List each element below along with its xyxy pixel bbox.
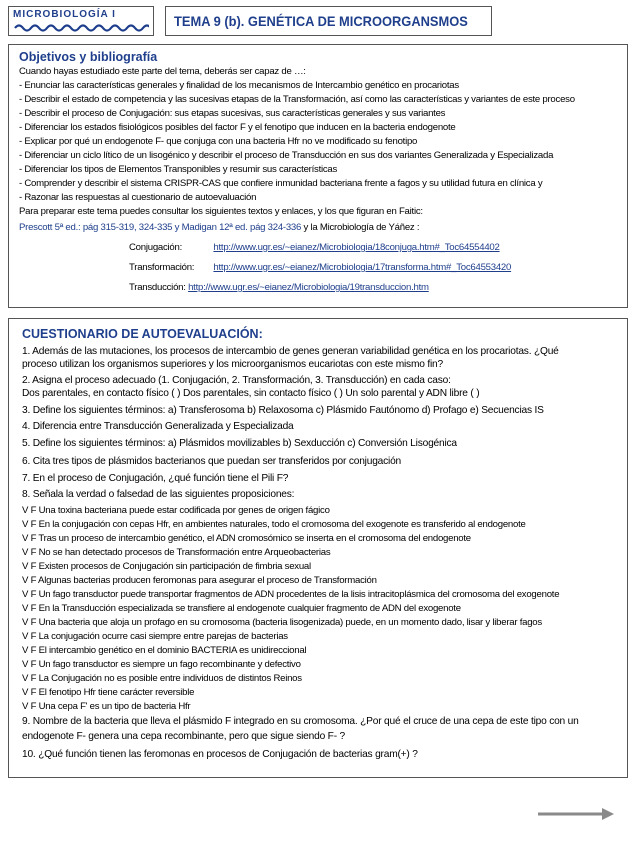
logo-bacteria-strip [13, 23, 149, 33]
question-line: 10. ¿Qué función tienen las feromonas en procesos de Conjugación de bacterias gram(+) ? [22, 749, 418, 760]
objective-item: - Razonar las respuestas al cuestionario de autoevaluación [19, 192, 257, 203]
question-line: 5. Define los siguientes términos: a) Plásmidos movilizables b) Sexducción c) Conversión Lisogénica [22, 438, 457, 449]
true-false-item: V F Un fago transductor es siempre un fago recombinante y defectivo [22, 659, 301, 670]
question-line: endogenote F- genera una cepa recombinante, pero que sigue siendo F- ? [22, 731, 345, 742]
questionnaire-panel [8, 318, 628, 778]
question-line: 6. Cita tres tipos de plásmidos bacterianos que puedan ser transferidos por conjugación [22, 456, 402, 467]
link-transduccion[interactable]: http://www.ugr.es/~eianez/Microbiologia/19transduccion.htm [188, 282, 429, 293]
link-label: Transformación: [129, 262, 195, 273]
question-line: 3. Define los siguientes términos: a) Transferosoma b) Relaxosoma c) Plásmido Fautónomo d) Profago e) Secuencias IS [22, 405, 544, 416]
bibliography-tail: y la Microbiología de Yáñez : [301, 222, 420, 233]
objective-item: - Diferenciar un ciclo lítico de un lisogénico y describir el proceso de Transducción en sus dos variantes Generalizada y Especializada [19, 150, 554, 161]
objective-item: - Enunciar las características generales y finalidad de los mecanismos de Intercambio genético en procariotas [19, 80, 459, 91]
objective-item: - Diferenciar los estados fisiológicos posibles del factor F y el fenotipo que inducen en la bacteria endogenote [19, 122, 456, 133]
objective-item: - Comprender y describir el sistema CRISPR-CAS que confiere inmunidad bacteriana frente a fagos y su utilidad futura en clínica y [19, 178, 543, 189]
true-false-item: V F Tras un proceso de intercambio genético, el ADN cromosómico se inserta en el cromosoma del endogenote [22, 533, 471, 544]
question-line: 1. Además de las mutaciones, los procesos de intercambio de genes generan variabilidad genética en los procariotas. ¿Qué [22, 346, 559, 357]
link-transformacion[interactable]: http://www.ugr.es/~eianez/Microbiologia/17transforma.htm#_Toc64553420 [213, 262, 512, 273]
true-false-item: V F Existen procesos de Conjugación sin participación de fimbria sexual [22, 561, 311, 572]
true-false-item: V F En la Transducción especializada se transfiere al endogenote cualquier fragmento de ADN del exogenote [22, 603, 461, 614]
true-false-item: V F Un fago transductor puede transportar fragmentos de ADN procedentes de la lisis intracitoplásmica del cromosoma del exogenote [22, 589, 560, 600]
link-label: Transducción: [129, 282, 186, 293]
objective-item: - Describir el proceso de Conjugación: sus etapas sucesivas, sus características generales y sus variantes [19, 108, 446, 119]
bibliography-refs: Prescott 5ª ed.: pág 315-319, 324-335 y Madigan 12ª ed. pág 324-336 [19, 222, 302, 233]
question-line: 8. Señala la verdad o falsedad de las siguientes proposiciones: [22, 489, 295, 500]
title-box [165, 6, 492, 36]
true-false-item: V F No se han detectado procesos de Transformación entre Arqueobacterias [22, 547, 331, 558]
link-label: Conjugación: [129, 242, 183, 253]
logo [8, 6, 154, 36]
arrow-right-icon[interactable] [536, 806, 616, 822]
logo-text: MICROBIOLOGÍA I [13, 9, 116, 20]
link-conjugacion[interactable]: http://www.ugr.es/~eianez/Microbiologia/18conjuga.htm#_Toc64554402 [213, 242, 500, 253]
objective-item: - Diferenciar los tipos de Elementos Transponibles y resumir sus características [19, 164, 338, 175]
page-title: TEMA 9 (b). GENÉTICA DE MICROORGANSMOS [174, 13, 468, 29]
true-false-item: V F Algunas bacterias producen feromonas para asegurar el proceso de Transformación [22, 575, 377, 586]
objectives-intro: Cuando hayas estudiado este parte del tema, deberás ser capaz de …: [19, 66, 306, 77]
question-line: 9. Nombre de la bacteria que lleva el plásmido F integrado en su cromosoma. ¿Por qué el cruce de una cepa de este tipo con un [22, 716, 579, 727]
question-line: Dos parentales, en contacto físico ( ) Dos parentales, sin contacto físico ( ) Un solo parental y ADN libre ( ) [22, 388, 480, 399]
true-false-item: V F Una cepa F' es un tipo de bacteria Hfr [22, 701, 191, 712]
question-line: 2. Asigna el proceso adecuado (1. Conjugación, 2. Transformación, 3. Transducción) en cada caso: [22, 375, 451, 386]
true-false-item: V F Una bacteria que aloja un profago en su cromosoma (bacteria lisogenizada) puede, en un momento dado, lisar y liberar fagos [22, 617, 542, 628]
question-line: 7. En el proceso de Conjugación, ¿qué función tiene el Pili F? [22, 473, 289, 484]
link-row-conjugacion [129, 242, 500, 254]
objective-item: - Explicar por qué un endogenote F- que conjuga con una bacteria Hfr no ve modificado su fenotipo [19, 136, 418, 147]
link-row-transduccion [129, 282, 429, 294]
true-false-item: V F La Conjugación no es posible entre individuos de distintos Reinos [22, 673, 302, 684]
objectives-heading: Objetivos y bibliografía [19, 50, 158, 64]
questionnaire-heading: CUESTIONARIO DE AUTOEVALUACIÓN: [22, 327, 263, 341]
bibliography-line [19, 222, 419, 234]
texts-intro: Para preparar este tema puedes consultar los siguientes textos y enlaces, y los que figuran en Faitic: [19, 206, 423, 217]
true-false-item: V F En la conjugación con cepas Hfr, en ambientes naturales, todo el cromosoma del exogenote es transferido al endogenote [22, 519, 526, 530]
true-false-item: V F Una toxina bacteriana puede estar codificada por genes de origen fágico [22, 505, 330, 516]
true-false-item: V F El fenotipo Hfr tiene carácter reversible [22, 687, 195, 698]
true-false-item: V F El intercambio genético en el dominio BACTERIA es unidireccional [22, 645, 307, 656]
objective-item: - Describir el estado de competencia y las sucesivas etapas de la Transformación, así como las características y variantes de este proceso [19, 94, 575, 105]
true-false-item: V F La conjugación ocurre casi siempre entre parejas de bacterias [22, 631, 288, 642]
objectives-panel [8, 44, 628, 308]
link-row-transformacion [129, 262, 511, 274]
question-line: 4. Diferencia entre Transducción Generalizada y Especializada [22, 421, 294, 432]
question-line: proceso utilizan los organismos superiores y los microorganismos eucariotas con este mismo fin? [22, 359, 443, 370]
